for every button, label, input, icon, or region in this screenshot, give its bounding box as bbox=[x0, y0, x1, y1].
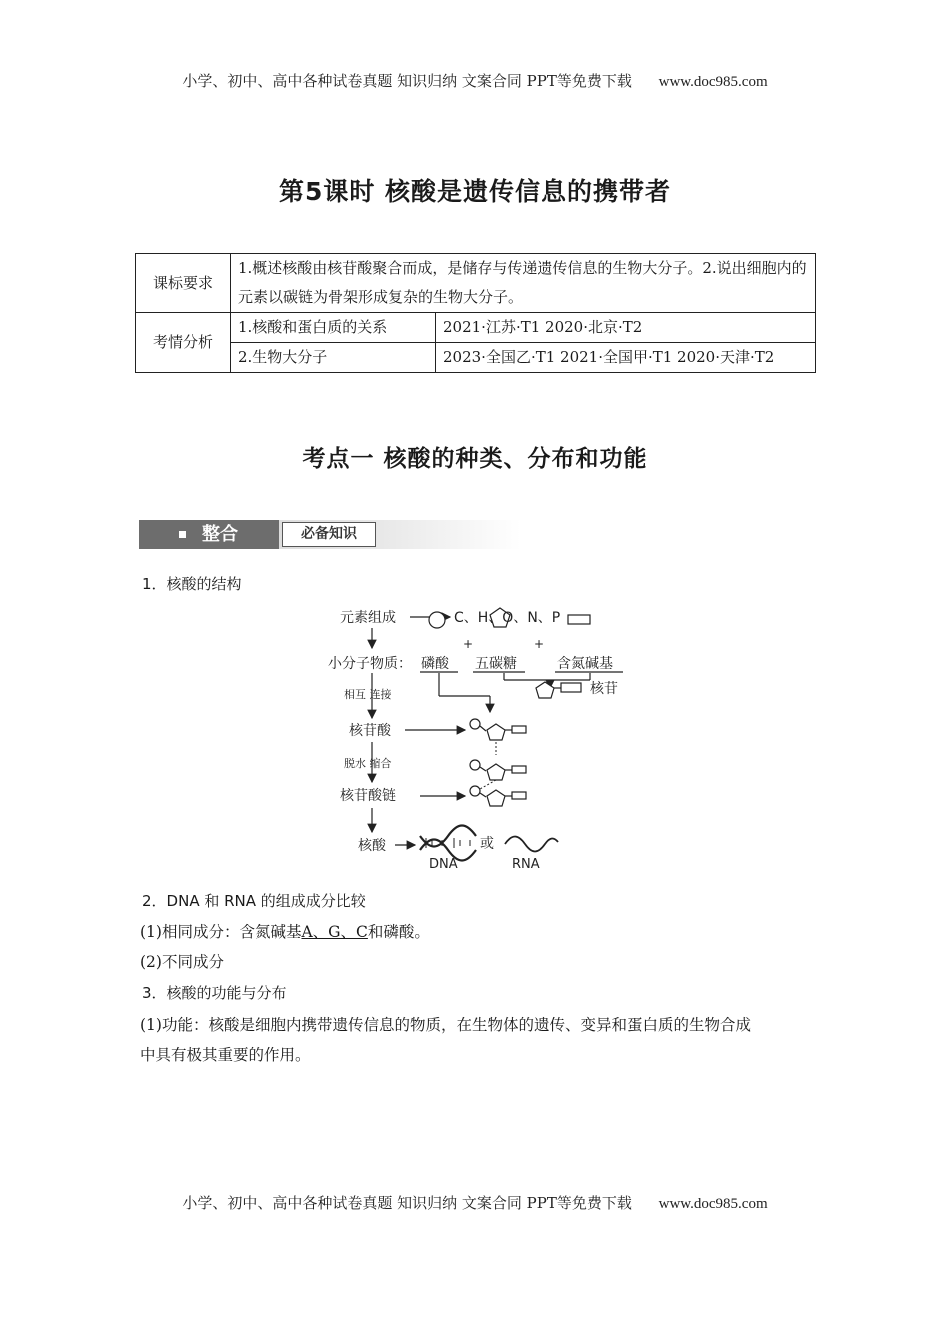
lesson-title: 第5课时 核酸是遗传信息的携带者 bbox=[278, 177, 672, 206]
pentose-icon bbox=[487, 724, 505, 740]
paragraph-different: (2)不同成分 bbox=[140, 953, 224, 971]
banner-left bbox=[139, 520, 279, 549]
heading-structure: 1．核酸的结构 bbox=[142, 575, 242, 593]
paragraph-function-2: 中具有极其重要的作用。 bbox=[140, 1046, 311, 1064]
label-rna: RNA bbox=[512, 857, 540, 872]
label-nucleotide: 核苷酸 bbox=[349, 723, 391, 739]
banner-right: 必备知识 bbox=[282, 522, 376, 547]
analysis-label: 考情分析 bbox=[136, 313, 231, 373]
label-elements-result: C、H、O、N、P bbox=[454, 610, 561, 626]
plus-sign: + bbox=[463, 637, 474, 651]
label-base: 含氮碱基 bbox=[557, 656, 613, 672]
requirements-table bbox=[135, 253, 816, 373]
label-elements: 元素组成 bbox=[340, 610, 396, 626]
phosphate-icon bbox=[470, 719, 480, 729]
base-icon bbox=[512, 766, 526, 773]
label-dehydration: 脱水 缩合 bbox=[344, 757, 392, 770]
section-title: 考点一 核酸的种类、分布和功能 bbox=[302, 446, 648, 472]
table-row bbox=[136, 313, 816, 343]
pentose-icon bbox=[487, 764, 505, 780]
page-footer bbox=[0, 1192, 950, 1213]
label-or: 或 bbox=[480, 836, 494, 852]
footer-url[interactable]: www.doc985.com bbox=[658, 1196, 768, 1212]
label-connect: 相互 连接 bbox=[344, 688, 392, 701]
phosphate-icon bbox=[470, 786, 480, 796]
paragraph-function-1: (1)功能：核酸是细胞内携带遗传信息的物质，在生物体的遗传、变异和蛋白质的生物合成 bbox=[140, 1016, 751, 1034]
analysis-topic: 1.核酸和蛋白质的关系 bbox=[231, 313, 436, 343]
base-icon bbox=[568, 615, 590, 624]
label-chain: 核苷酸链 bbox=[340, 788, 396, 804]
base-icon bbox=[561, 683, 581, 692]
header-url[interactable]: www.doc985.com bbox=[658, 74, 768, 90]
phosphate-icon bbox=[429, 612, 445, 628]
paragraph-same bbox=[140, 920, 430, 942]
rna-strand-icon bbox=[505, 837, 558, 852]
label-small-molecules: 小分子物质： bbox=[328, 656, 412, 672]
analysis-topic: 2.生物大分子 bbox=[231, 343, 436, 373]
square-icon bbox=[179, 531, 186, 538]
footer-text: 小学、初中、高中各种试卷真题 知识归纳 文案合同 PPT等免费下载 bbox=[182, 1194, 632, 1212]
same-prefix: (1)相同成分：含氮碱基 bbox=[140, 923, 302, 941]
pentose-icon bbox=[487, 790, 505, 806]
label-nucleic-acid: 核酸 bbox=[358, 838, 386, 854]
table-row bbox=[136, 343, 816, 373]
same-suffix: 和磷酸。 bbox=[367, 923, 430, 941]
analysis-exams: 2023·全国乙·T1 2021·全国甲·T1 2020·天津·T2 bbox=[436, 343, 816, 373]
base-icon bbox=[512, 792, 526, 799]
heading-comparison: 2．DNA 和 RNA 的组成成分比较 bbox=[142, 892, 366, 910]
table-row bbox=[136, 254, 816, 313]
bond bbox=[480, 726, 486, 731]
nucleic-acid-structure-diagram bbox=[320, 600, 650, 880]
heading-function: 3．核酸的功能与分布 bbox=[142, 984, 287, 1002]
label-nucleoside: 核苷 bbox=[590, 681, 618, 697]
label-pentose: 五碳糖 bbox=[475, 656, 517, 672]
same-bases: A、G、C bbox=[301, 923, 368, 941]
phosphate-icon bbox=[470, 760, 480, 770]
bond bbox=[480, 767, 486, 771]
page-header bbox=[0, 70, 950, 91]
analysis-exams: 2021·江苏·T1 2020·北京·T2 bbox=[436, 313, 816, 343]
plus-sign: + bbox=[534, 637, 545, 651]
banner-left-text: 整合 bbox=[202, 524, 238, 545]
base-icon bbox=[512, 726, 526, 733]
header-text: 小学、初中、高中各种试卷真题 知识归纳 文案合同 PPT等免费下载 bbox=[182, 72, 632, 90]
bond bbox=[480, 793, 486, 797]
pentose-icon bbox=[536, 682, 554, 698]
label-phosphate: 磷酸 bbox=[421, 656, 449, 672]
req-label: 课标要求 bbox=[136, 254, 231, 313]
dna-helix-icon bbox=[420, 826, 476, 861]
label-dna: DNA bbox=[429, 857, 458, 872]
dashed-link bbox=[480, 780, 496, 789]
req-text: 1.概述核酸由核苷酸聚合而成，是储存与传递遗传信息的生物大分子。2.说出细胞内的元素以碳链为骨架形成复杂的生物大分子。 bbox=[231, 254, 816, 313]
